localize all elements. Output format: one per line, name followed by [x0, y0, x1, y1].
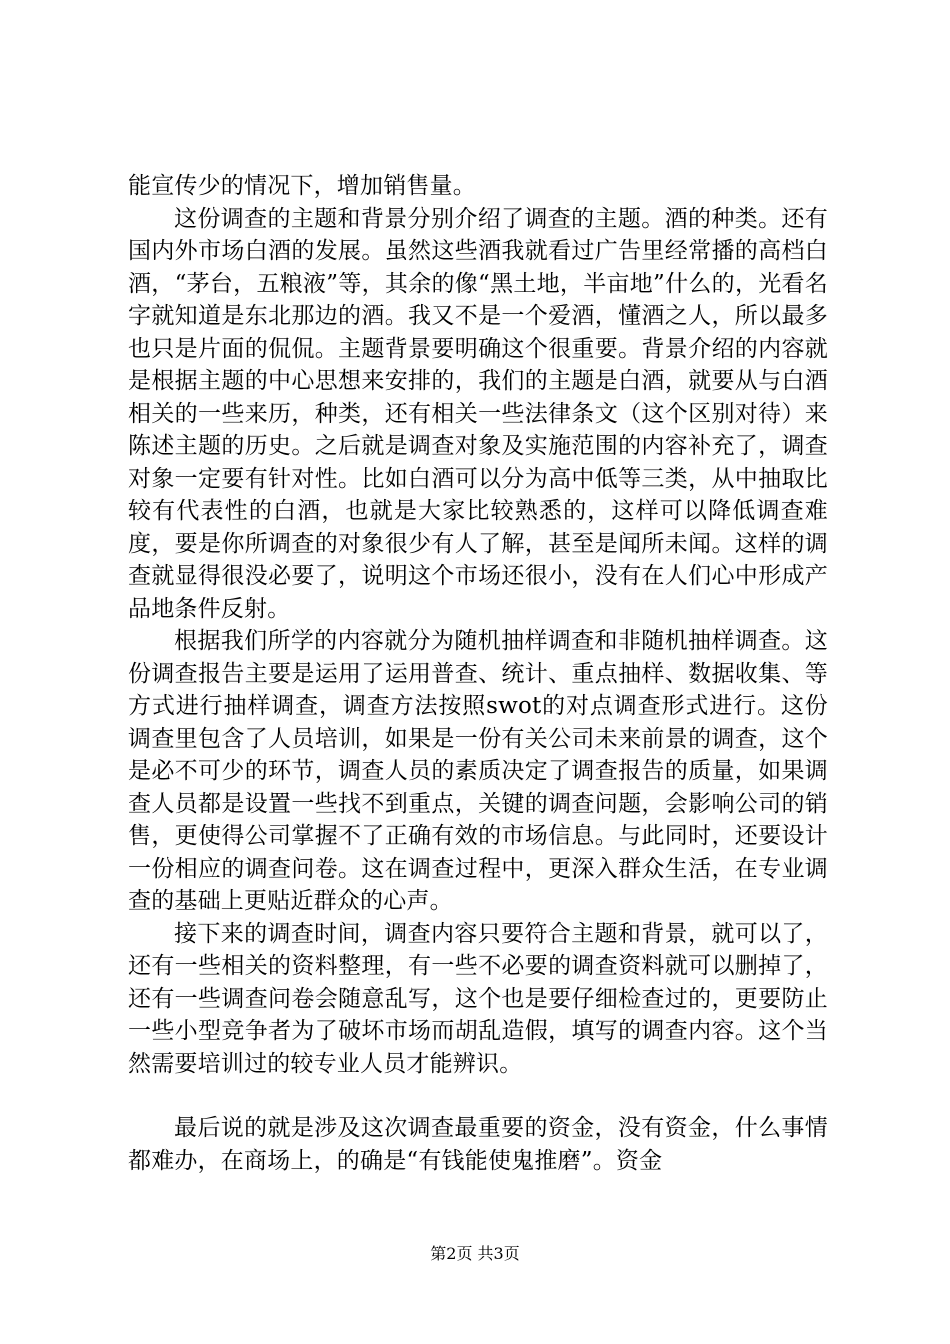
page-number-label: 第2页 共3页 — [430, 1244, 520, 1263]
document-body — [128, 170, 828, 1177]
paragraph-survey-time: 接下来的调查时间，调查内容只要符合主题和背景，就可以了，还有一些相关的资料整理，有一些不必要的调查资料就可以删掉了，还有一些调查问卷会随意乱写，这个也是要仔细检查过的，更要防止一些小型竞争者为了破坏市场而胡乱造假，填写的调查内容。这个当然需要培训过的较专业人员才能辨识。 — [128, 920, 828, 1077]
paragraph-sampling-methods: 根据我们所学的内容就分为随机抽样调查和非随机抽样调查。这份调查报告主要是运用了运用普查、统计、重点抽样、数据收集、等方式进行抽样调查，调查方法按照swot的对点调查形式进行。这份调查里包含了人员培训，如果是一份有关公司未来前景的调查，这个是必不可少的环节，调查人员的素质决定了调查报告的质量，如果调查人员都是设置一些找不到重点，关键的调查问题，会影响公司的销售，更使得公司掌握不了正确有效的市场信息。与此同时，还要设计一份相应的调查问卷。这在调查过程中，更深入群众生活，在专业调查的基础上更贴近群众的心声。 — [128, 628, 828, 914]
page-footer — [0, 1244, 950, 1264]
paragraph-funding: 最后说的就是涉及这次调查最重要的资金，没有资金，什么事情都难办，在商场上，的确是“有钱能使鬼推磨”。资金 — [128, 1115, 828, 1174]
paragraph-continuation: 能宣传少的情况下，增加销售量。 — [128, 173, 476, 199]
paragraph-theme-background: 这份调查的主题和背景分别介绍了调查的主题。酒的种类。还有国内外市场白酒的发展。虽然这些酒我就看过广告里经常播的高档白酒，“茅台，五粮液”等，其余的像“黑土地，半亩地”什么的，光看名字就知道是东北那边的酒。我又不是一个爱酒，懂酒之人，所以最多也只是片面的侃侃。主题背景要明确这个很重要。背景介绍的内容就是根据主题的中心思想来安排的，我们的主题是白酒，就要从与白酒相关的一些来历，种类，还有相关一些法律条文（这个区别对待）来陈述主题的历史。之后就是调查对象及实施范围的内容补充了，调查对象一定要有针对性。比如白酒可以分为高中低等三类，从中抽取比较有代表性的白酒，也就是大家比较熟悉的，这样可以降低调查难度，要是你所调查的对象很少有人了解，甚至是闻所未闻。这样的调查就显得很没必要了，说明这个市场还很小，没有在人们心中形成产品地条件反射。 — [128, 205, 828, 622]
